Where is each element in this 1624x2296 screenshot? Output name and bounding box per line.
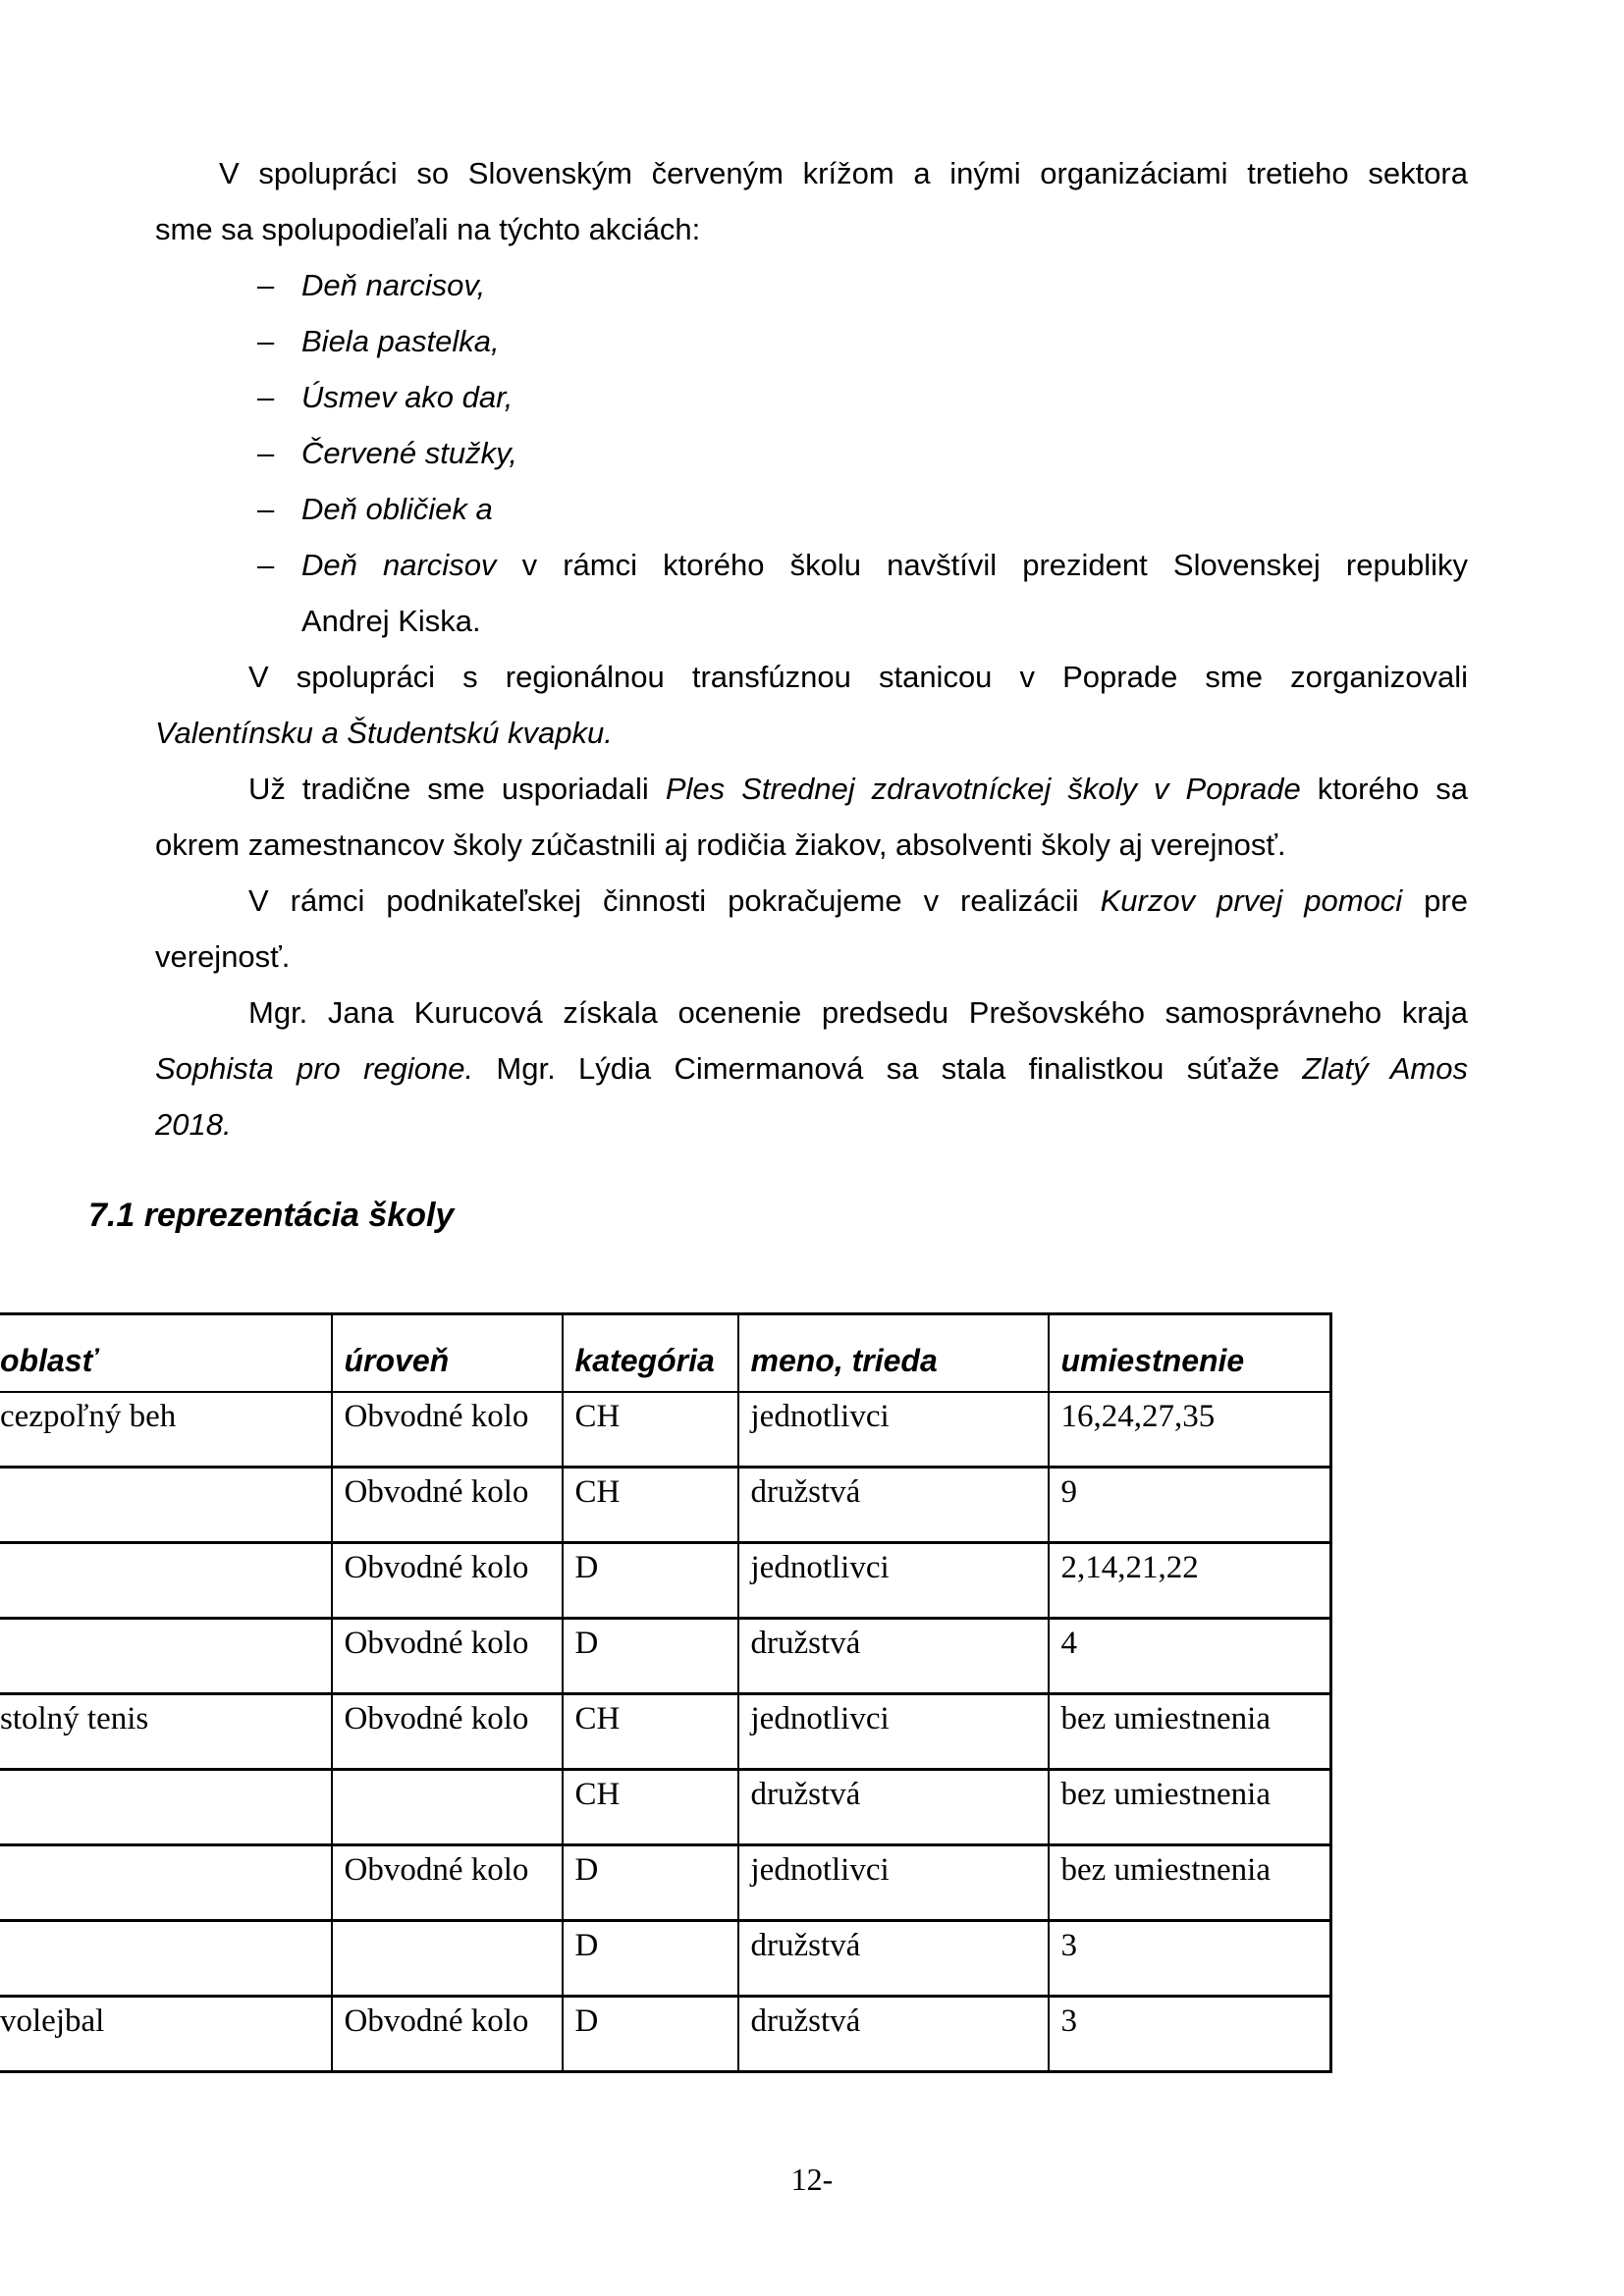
table-header-row xyxy=(0,1314,1331,1392)
text-segment: V spolupráci s regionálnou transfúznou stanicou v Poprade sme zorganizovali xyxy=(248,660,1468,694)
table-cell: 4 xyxy=(1049,1619,1331,1694)
table-cell: CH xyxy=(563,1694,738,1770)
italic-text-segment: Deň obličiek a xyxy=(301,492,493,526)
text-line xyxy=(155,593,1468,649)
list-dash: – xyxy=(257,436,275,470)
table-cell: cezpoľný beh xyxy=(0,1392,332,1468)
text-segment: V spolupráci so Slovenským červeným krížom a inými organizáciami tretieho sektora xyxy=(219,156,1468,190)
text-segment: Už tradične sme usporiadali xyxy=(248,772,666,806)
text-segment: pre xyxy=(1402,883,1468,918)
table-row xyxy=(0,1921,1331,1997)
italic-text-segment: Valentínsku a Študentskú kvapku. xyxy=(155,716,613,750)
text-line xyxy=(155,649,1468,705)
table-head xyxy=(0,1314,1331,1392)
text-line xyxy=(155,761,1468,817)
table-cell: D xyxy=(563,1845,738,1921)
table-cell xyxy=(0,1619,332,1694)
table-cell xyxy=(332,1770,563,1845)
column-header: úroveň xyxy=(332,1314,563,1392)
list-item-line xyxy=(155,425,1468,481)
table-cell: D xyxy=(563,1543,738,1619)
italic-text-segment: 2018. xyxy=(155,1107,232,1142)
italic-text-segment: Kurzov prvej pomoci xyxy=(1100,883,1403,918)
table-cell: bez umiestnenia xyxy=(1049,1770,1331,1845)
table-cell: CH xyxy=(563,1770,738,1845)
table-cell: družstvá xyxy=(738,1619,1049,1694)
table-cell: Obvodné kolo xyxy=(332,1468,563,1543)
table-cell: jednotlivci xyxy=(738,1392,1049,1468)
text-line xyxy=(155,873,1468,929)
table-row xyxy=(0,1770,1331,1845)
column-header: kategória xyxy=(563,1314,738,1392)
text-segment: Andrej Kiska. xyxy=(301,604,481,638)
list-item-line xyxy=(155,481,1468,537)
italic-text-segment: Sophista pro regione. xyxy=(155,1051,474,1086)
results-table xyxy=(0,1312,1332,2073)
table-cell: CH xyxy=(563,1392,738,1468)
list-dash: – xyxy=(257,492,275,526)
table-cell: 3 xyxy=(1049,1997,1331,2072)
text-line xyxy=(155,985,1468,1041)
column-header: umiestnenie xyxy=(1049,1314,1331,1392)
table-cell: bez umiestnenia xyxy=(1049,1694,1331,1770)
table-cell: 16,24,27,35 xyxy=(1049,1392,1331,1468)
table-cell xyxy=(0,1543,332,1619)
list-dash: – xyxy=(257,268,275,302)
list-item-line xyxy=(155,537,1468,593)
table-cell: družstvá xyxy=(738,1921,1049,1997)
table-cell xyxy=(0,1468,332,1543)
table-row xyxy=(0,1845,1331,1921)
table-cell xyxy=(0,1845,332,1921)
text-segment: okrem zamestnancov školy zúčastnili aj rodičia žiakov, absolventi školy aj verejnosť. xyxy=(155,828,1286,862)
text-segment: v rámci ktorého školu navštívil prezident Slovenskej republiky xyxy=(496,548,1468,582)
table-cell xyxy=(0,1921,332,1997)
list-dash: – xyxy=(257,380,275,414)
text-segment: Mgr. Jana Kurucová získala ocenenie predsedu Prešovského samosprávneho kraja xyxy=(248,995,1468,1030)
table-cell: Obvodné kolo xyxy=(332,1543,563,1619)
list-item-line xyxy=(155,313,1468,369)
text-segment: sme sa spolupodieľali na týchto akciách: xyxy=(155,212,701,246)
table-cell: Obvodné kolo xyxy=(332,1392,563,1468)
table-cell: D xyxy=(563,1921,738,1997)
table-cell: Obvodné kolo xyxy=(332,1997,563,2072)
text-segment: ktorého sa xyxy=(1300,772,1468,806)
table-cell: 3 xyxy=(1049,1921,1331,1997)
table-cell xyxy=(0,1770,332,1845)
text-line xyxy=(155,817,1468,873)
table-row xyxy=(0,1468,1331,1543)
table-cell: 9 xyxy=(1049,1468,1331,1543)
table-cell: jednotlivci xyxy=(738,1694,1049,1770)
list-dash: – xyxy=(257,324,275,358)
table-cell: Obvodné kolo xyxy=(332,1694,563,1770)
table-cell: Obvodné kolo xyxy=(332,1619,563,1694)
column-header: meno, trieda xyxy=(738,1314,1049,1392)
table-cell: jednotlivci xyxy=(738,1543,1049,1619)
text-line xyxy=(155,929,1468,985)
table-cell: bez umiestnenia xyxy=(1049,1845,1331,1921)
text-line xyxy=(155,705,1468,761)
list-item-line xyxy=(155,369,1468,425)
italic-text-segment: Úsmev ako dar, xyxy=(301,380,514,414)
text-line xyxy=(155,145,1468,201)
table-row xyxy=(0,1997,1331,2072)
italic-text-segment: Biela pastelka, xyxy=(301,324,500,358)
table-row xyxy=(0,1392,1331,1468)
table-row xyxy=(0,1619,1331,1694)
list-item-line xyxy=(155,257,1468,313)
text-line xyxy=(155,1096,1468,1152)
column-header: oblasť xyxy=(0,1314,332,1392)
table-cell: stolný tenis xyxy=(0,1694,332,1770)
table-cell: D xyxy=(563,1619,738,1694)
table-cell: jednotlivci xyxy=(738,1845,1049,1921)
text-segment: verejnosť. xyxy=(155,939,291,974)
italic-text-segment: Deň narcisov xyxy=(301,548,497,582)
table-cell: volejbal xyxy=(0,1997,332,2072)
section-heading: 7.1 reprezentácia školy xyxy=(88,1197,455,1234)
table-row xyxy=(0,1543,1331,1619)
table-body xyxy=(0,1392,1331,2072)
body-text xyxy=(155,0,1468,1152)
table-cell: družstvá xyxy=(738,1468,1049,1543)
table-cell: 2,14,21,22 xyxy=(1049,1543,1331,1619)
table-cell: D xyxy=(563,1997,738,2072)
table-cell: Obvodné kolo xyxy=(332,1845,563,1921)
table-cell: družstvá xyxy=(738,1770,1049,1845)
table-row xyxy=(0,1694,1331,1770)
text-line xyxy=(155,201,1468,257)
list-dash: – xyxy=(257,548,275,582)
page-number: 12- xyxy=(790,2162,834,2197)
italic-text-segment: Deň narcisov, xyxy=(301,268,486,302)
text-segment: Mgr. Lýdia Cimermanová sa stala finalistkou súťaže xyxy=(473,1051,1303,1086)
table-cell: CH xyxy=(563,1468,738,1543)
table-cell xyxy=(332,1921,563,1997)
text-segment: V rámci podnikateľskej činnosti pokračujeme v realizácii xyxy=(248,883,1101,918)
text-line xyxy=(155,1041,1468,1096)
italic-text-segment: Ples Strednej zdravotníckej školy v Poprade xyxy=(665,772,1301,806)
italic-text-segment: Zlatý Amos xyxy=(1302,1051,1468,1086)
italic-text-segment: Červené stužky, xyxy=(301,436,517,470)
table-cell: družstvá xyxy=(738,1997,1049,2072)
